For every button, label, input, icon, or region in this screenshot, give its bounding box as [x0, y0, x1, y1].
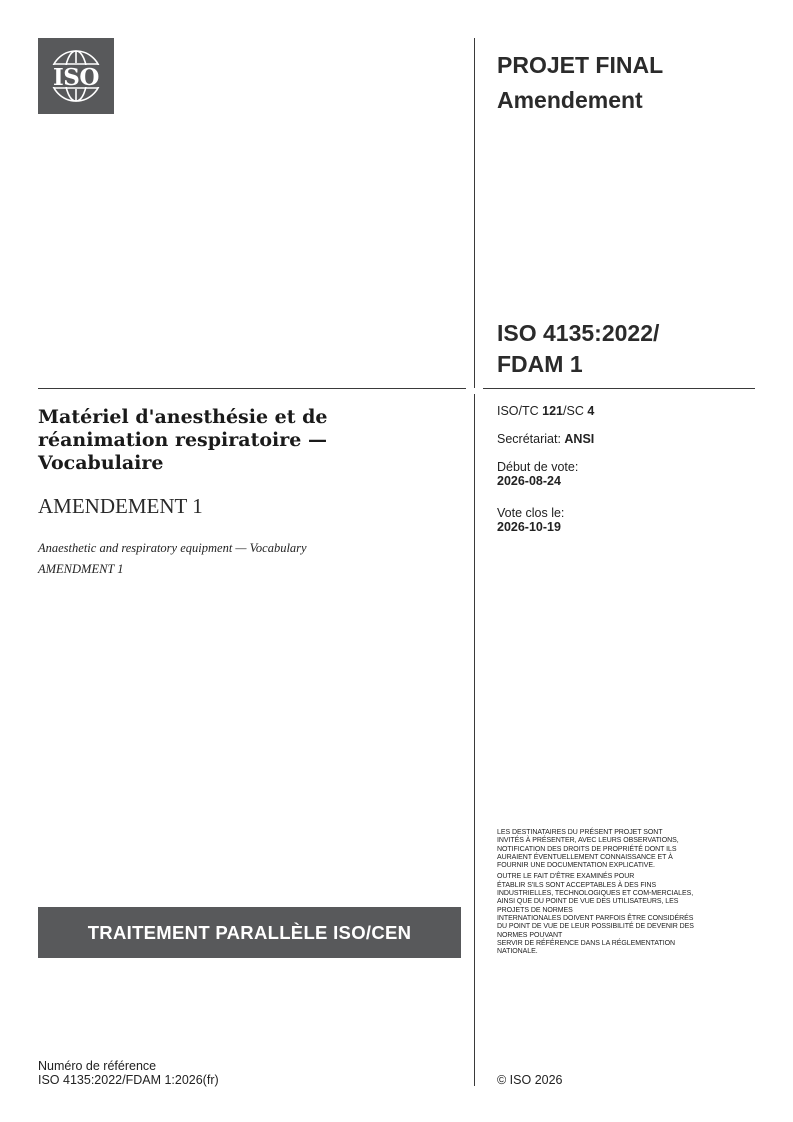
document-number-line-1: ISO 4135:2022/ [497, 320, 660, 346]
notice-paragraph-1: LES DESTINATAIRES DU PRÉSENT PROJET SONT INVITÉS À PRÉSENTER, AVEC LEURS OBSERVATIONS, NOTIFICATION DES DROITS DE PROPRIÉTÉ DONT ILS AURAIENT ÉVENTUELLEMENT CONNAISSANCE ET À FOURNIR UNE DOCUMENTATION EXPLICATIVE. [497, 829, 679, 870]
horizontal-rule-right [483, 388, 755, 389]
title-french: Matériel d'anesthésie et de réanimation respiratoire — Vocabulaire [38, 406, 328, 474]
vote-start [497, 460, 578, 488]
committee-sc: 4 [587, 404, 595, 418]
amendment-english: AMENDMENT 1 [38, 562, 124, 576]
secretariat-label: Secrétariat: [497, 432, 565, 446]
reference-value: ISO 4135:2022/FDAM 1:2026(fr) [38, 1073, 219, 1087]
stage-line-2: Amendement [497, 87, 643, 113]
parallel-processing-banner [38, 907, 461, 958]
committee-prefix: ISO/TC [497, 404, 543, 418]
committee [497, 404, 594, 418]
secretariat [497, 432, 594, 446]
horizontal-rule-left [38, 388, 466, 389]
document-number [497, 318, 767, 380]
vote-start-date: 2026-08-24 [497, 474, 561, 488]
recipient-notice [497, 829, 757, 959]
column-divider-bottom [474, 394, 475, 1086]
column-divider-top [474, 38, 475, 388]
vote-end-label: Vote clos le: [497, 506, 565, 520]
vote-end [497, 506, 564, 534]
notice-paragraph-2: OUTRE LE FAIT D'ÊTRE EXAMINÉS POUR ÉTABLIR S'ILS SONT ACCEPTABLES À DES FINS INDUSTRIELLES, TECHNOLOGIQUES ET COM-MERCIALES, AINSI QUE DU POINT DE VUE DES UTILISATEURS, LES PROJETS DE NORMES INTERNATIONALES DOIVENT PARFOIS ÊTRE CONSIDÉRÉS DU POINT DE VUE DE LEUR POSSIBILITÉ DE DEVENIR DES NORMES POUVANT SERVIR DE RÉFÉRENCE DANS LA RÉGLEMENTATION NATIONALE. [497, 873, 694, 956]
parallel-processing-text: TRAITEMENT PARALLÈLE ISO/CEN [87, 921, 412, 943]
iso-logo [38, 38, 114, 114]
title-english [38, 538, 458, 580]
reference-label: Numéro de référence [38, 1059, 157, 1073]
vote-start-label: Début de vote: [497, 460, 579, 474]
committee-sep: /SC [563, 404, 588, 418]
document-number-line-2: FDAM 1 [497, 351, 583, 377]
vote-end-date: 2026-10-19 [497, 520, 561, 534]
document-stage [497, 48, 767, 118]
stage-line-1: PROJET FINAL [497, 52, 664, 78]
globe-icon [38, 38, 114, 114]
logo-text: ISO [53, 64, 99, 91]
title-english-main: Anaesthetic and respiratory equipment — Vocabulary [38, 541, 307, 555]
reference-number [38, 1059, 219, 1087]
copyright: © ISO 2026 [497, 1073, 563, 1087]
amendment-french: AMENDEMENT 1 [38, 494, 203, 518]
secretariat-value: ANSI [564, 432, 595, 446]
committee-tc: 121 [542, 404, 564, 418]
